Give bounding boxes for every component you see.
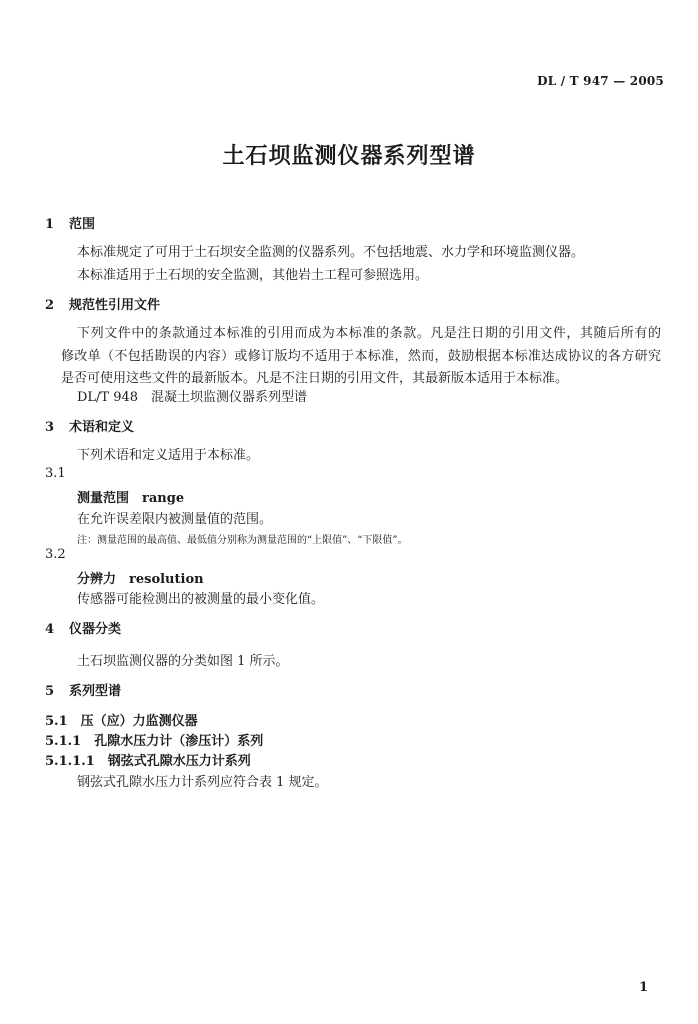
document-title: 土石坝监测仪器系列型谱 — [222, 143, 476, 169]
section-3-heading — [45, 416, 134, 435]
section-1-heading — [45, 213, 95, 232]
section-2-reference: DL/T 948 混凝土坝监测仪器系列型谱 — [77, 390, 308, 405]
section-4-paragraph: 土石坝监测仪器的分类如图 1 所示。 — [77, 654, 289, 669]
page-number: 1 — [638, 980, 648, 995]
section-title: 规范性引用文件 — [69, 298, 161, 313]
term-3-2-title: 分辨力 resolution — [77, 572, 204, 587]
section-number: 2 — [45, 298, 55, 313]
subsection-5-1-1-heading: 5.1.1 孔隙水压力计（渗压计）系列 — [45, 734, 264, 749]
section-3-intro: 下列术语和定义适用于本标准。 — [77, 448, 260, 463]
section-1-paragraph-2: 本标准适用于土石坝的安全监测，其他岩土工程可参照选用。 — [77, 268, 429, 283]
section-title: 系列型谱 — [69, 684, 122, 699]
section-5-paragraph: 钢弦式孔隙水压力计系列应符合表 1 规定。 — [77, 775, 328, 790]
term-3-2-definition: 传感器可能检测出的被测量的最小变化值。 — [77, 592, 325, 607]
term-3-2-number: 3.2 — [45, 547, 66, 562]
standard-code-header: DL / T 947 — 2005 — [537, 74, 664, 88]
subsection-5-1-heading: 5.1 压（应）力监测仪器 — [45, 714, 198, 729]
subsection-5-1-1-1-heading: 5.1.1.1 钢弦式孔隙水压力计系列 — [45, 754, 251, 769]
term-3-1-title: 测量范围 range — [77, 491, 185, 506]
section-number: 4 — [45, 622, 55, 637]
section-title: 术语和定义 — [69, 420, 135, 435]
section-2-heading — [45, 294, 160, 313]
term-3-1-note: 注：测量范围的最高值、最低值分别称为测量范围的“上限值”、“下限值”。 — [77, 535, 408, 546]
section-4-heading — [45, 618, 121, 637]
section-2-paragraph-line-2: 修改单（不包括勘误的内容）或修订版均不适用于本标准，然而，鼓励根据本标准达成协议的各方研究 — [61, 349, 661, 364]
term-3-1-number: 3.1 — [45, 466, 66, 481]
section-2-paragraph-line-3: 是否可使用这些文件的最新版本。凡是不注日期的引用文件，其最新版本适用于本标准。 — [61, 371, 569, 386]
section-title: 范围 — [69, 217, 96, 232]
section-2-paragraph-line-1: 下列文件中的条款通过本标准的引用而成为本标准的条款。凡是注日期的引用文件，其随后所有的 — [77, 326, 661, 341]
section-5-heading — [45, 680, 121, 699]
section-1-paragraph-1: 本标准规定了可用于土石坝安全监测的仪器系列。不包括地震、水力学和环境监测仪器。 — [77, 245, 585, 260]
section-number: 5 — [45, 684, 55, 699]
section-title: 仪器分类 — [69, 622, 122, 637]
term-3-1-definition: 在允许误差限内被测量值的范围。 — [77, 512, 273, 527]
section-number: 1 — [45, 217, 55, 232]
section-number: 3 — [45, 420, 55, 435]
